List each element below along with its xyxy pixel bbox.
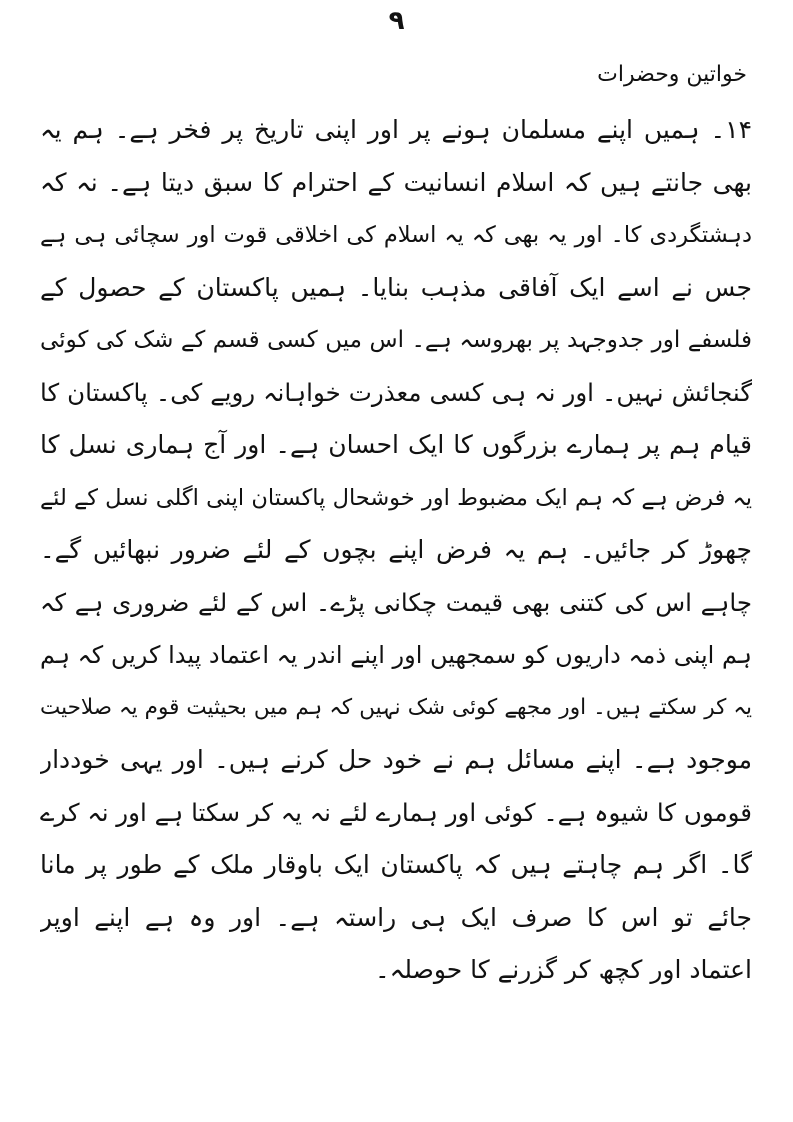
paragraph-line: جائے تو اس کا صرف ایک ہی راستہ ہے۔ اور وہ ہے اپنے اوپر	[40, 902, 752, 932]
paragraph-line: ۱۴۔ ہمیں اپنے مسلمان ہونے پر اور اپنی تاریخ پر فخر ہے۔ ہم یہ	[40, 115, 752, 144]
paragraph-line: گا۔ اگر ہم چاہتے ہیں کہ پاکستان ایک باوقار ملک کے طور پر مانا	[40, 850, 752, 879]
paragraph-14	[40, 104, 752, 997]
paragraph-line: جس نے اسے ایک آفاقی مذہب بنایا۔ ہمیں پاکستان کے حصول کے	[40, 272, 752, 302]
paragraph-line: قوموں کا شیوہ ہے۔ کوئی اور ہمارے لئے نہ یہ کر سکتا ہے اور نہ کرے	[40, 797, 752, 827]
paragraph-line: یہ فرض ہے کہ ہم ایک مضبوط اور خوشحال پاکستان اپنی اگلی نسل کے لئے	[40, 484, 752, 511]
paragraph-line: بھی جانتے ہیں کہ اسلام انسانیت کے احترام کا سبق دیتا ہے۔ نہ کہ	[40, 167, 752, 197]
paragraph-line: یہ کر سکتے ہیں۔ اور مجھے کوئی شک نہیں کہ ہم میں بحیثیت قوم یہ صلاحیت	[40, 694, 752, 720]
salutation: خواتین وحضرات	[597, 62, 747, 87]
page-number: ۹	[388, 6, 405, 36]
paragraph-line: چھوڑ کر جائیں۔ ہم یہ فرض اپنے بچوں کے لئے ضرور نبھائیں گے۔	[40, 535, 752, 564]
paragraph-line: قیام ہم پر ہمارے بزرگوں کا ایک احسان ہے۔ اور آج ہماری نسل کا	[40, 430, 752, 459]
paragraph-line: چاہے اس کی کتنی بھی قیمت چکانی پڑے۔ اس کے لئے ضروری ہے کہ	[40, 587, 752, 617]
paragraph-line: موجود ہے۔ اپنے مسائل ہم نے خود حل کرنے ہیں۔ اور یہی خوددار	[40, 745, 752, 774]
paragraph-line: اعتماد اور کچھ کر گزرنے کا حوصلہ۔	[375, 955, 752, 984]
paragraph-line: ہم اپنی ذمہ داریوں کو سمجھیں اور اپنے اندر یہ اعتماد پیدا کریں کہ ہم	[40, 641, 752, 669]
paragraph-line: فلسفے اور جدوجہد پر بھروسہ ہے۔ اس میں کسی قسم کے شک کی کوئی	[40, 327, 752, 353]
paragraph-line: گنجائش نہیں۔ اور نہ ہی کسی معذرت خواہانہ رویے کی۔ پاکستان کا	[40, 377, 752, 407]
paragraph-line: دہشتگردی کا۔ اور یہ بھی کہ یہ اسلام کی اخلاقی قوت اور سچائی ہی ہے	[40, 222, 752, 248]
